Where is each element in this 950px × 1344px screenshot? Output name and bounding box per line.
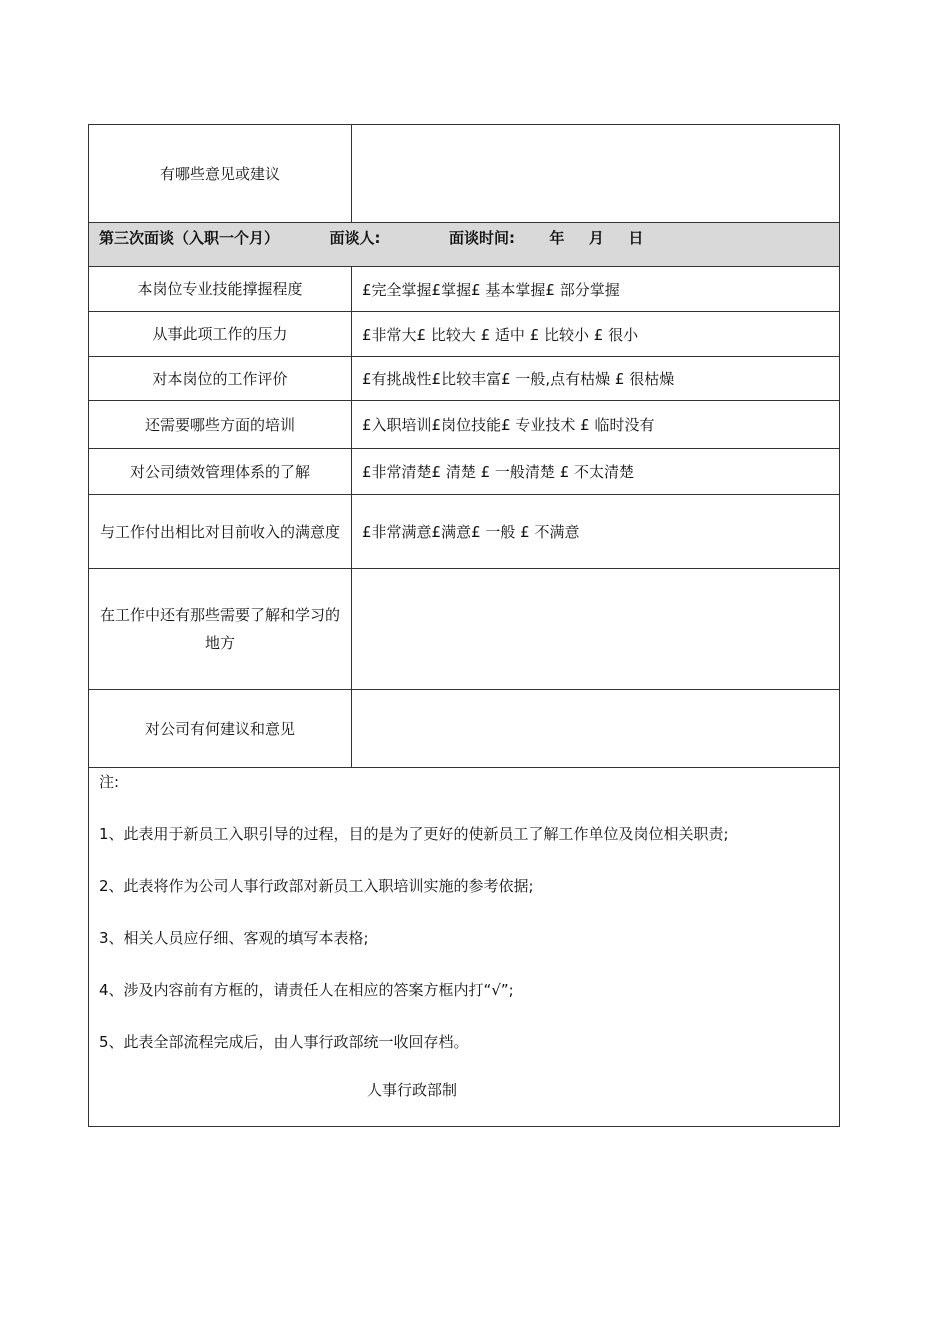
- row-options[interactable]: £完全掌握£掌握£ 基本掌握£ 部分掌握: [352, 267, 840, 312]
- interview-time-label: 面谈时间:: [448, 229, 515, 247]
- form-row: [89, 401, 840, 449]
- day-label: 日: [628, 229, 644, 247]
- section3-header-row: [89, 223, 840, 267]
- row-options[interactable]: £入职培训£岗位技能£ 专业技术 £ 临时没有: [352, 401, 840, 449]
- department-signature: 人事行政部制: [367, 1081, 458, 1099]
- note-item: 1、此表用于新员工入职引导的过程，目的是为了更好的使新员工了解工作单位及岗位相关职责;: [99, 825, 729, 843]
- section3-title: 第三次面谈（入职一个月）: [99, 229, 280, 247]
- note-item: 4、涉及内容前有方框的，请责任人在相应的答案方框内打“√”;: [99, 981, 514, 999]
- row-label: 本岗位专业技能撑握程度: [89, 267, 352, 312]
- suggestions-label: 有哪些意见或建议: [89, 125, 352, 223]
- row-label: 对本岗位的工作评价: [89, 357, 352, 401]
- suggestions-value-field[interactable]: [352, 125, 840, 223]
- notes-row: [89, 768, 840, 1127]
- interviewer-label: 面谈人:: [329, 229, 381, 247]
- row-options[interactable]: £非常清楚£ 清楚 £ 一般清楚 £ 不太清楚: [352, 449, 840, 495]
- note-item: 3、相关人员应仔细、客观的填写本表格;: [99, 929, 369, 947]
- note-item: 5、此表全部流程完成后，由人事行政部统一收回存档。: [99, 1033, 469, 1051]
- row-label: 与工作付出相比对目前收入的满意度: [89, 495, 352, 569]
- row-label: 对公司绩效管理体系的了解: [89, 449, 352, 495]
- row-label: 在工作中还有那些需要了解和学习的地方: [89, 569, 352, 690]
- form-row: [89, 312, 840, 357]
- row-label: 还需要哪些方面的培训: [89, 401, 352, 449]
- suggestions-row: [89, 125, 840, 223]
- row-options[interactable]: £有挑战性£比较丰富£ 一般,点有枯燥 £ 很枯燥: [352, 357, 840, 401]
- row-options[interactable]: £非常满意£满意£ 一般 £ 不满意: [352, 495, 840, 569]
- year-label: 年: [549, 229, 565, 247]
- row-text-field[interactable]: [352, 569, 840, 690]
- section3-header: [89, 223, 840, 267]
- notes-title: 注:: [99, 773, 120, 791]
- form-row: [89, 449, 840, 495]
- row-label: 从事此项工作的压力: [89, 312, 352, 357]
- form-row: [89, 495, 840, 569]
- row-options[interactable]: £非常大£ 比较大 £ 适中 £ 比较小 £ 很小: [352, 312, 840, 357]
- form-row: [89, 690, 840, 768]
- interview-form-table: [88, 124, 840, 1127]
- row-label: 对公司有何建议和意见: [89, 690, 352, 768]
- month-label: 月: [588, 229, 604, 247]
- form-row: [89, 357, 840, 401]
- form-row: [89, 267, 840, 312]
- note-item: 2、此表将作为公司人事行政部对新员工入职培训实施的参考依据;: [99, 877, 534, 895]
- notes-section: [89, 768, 840, 1127]
- row-text-field[interactable]: [352, 690, 840, 768]
- form-row: [89, 569, 840, 690]
